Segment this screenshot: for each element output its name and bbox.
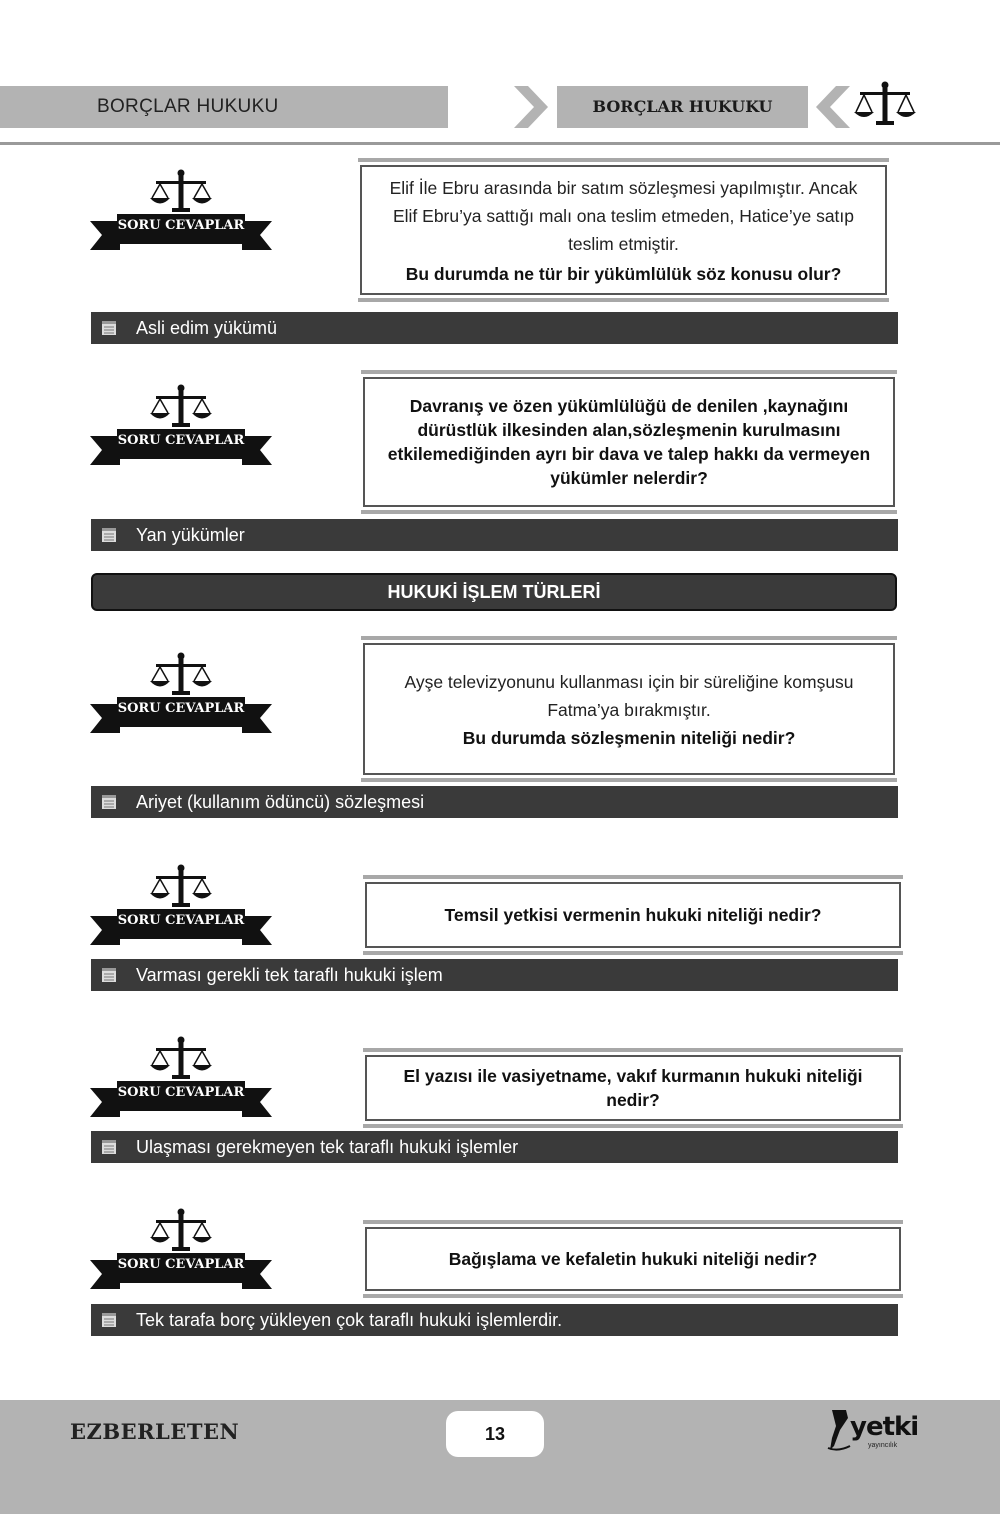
scales-icon [90, 383, 272, 468]
question-bold-line: Davranış ve özen yükümlülüğü de denilen ,kaynağını [409, 396, 849, 416]
question-content [365, 1055, 901, 1121]
answer-text: Tek tarafa borç yükleyen çok taraflı hukuki işlemlerdir. [136, 1310, 563, 1330]
soru-cevaplar-logo [90, 383, 272, 473]
answer-text: Yan yükümler [136, 525, 245, 545]
brand-subtitle: yayıncılık [868, 1442, 898, 1449]
question-bold-line: El yazısı ile vasiyetname, vakıf kurmanın hukuki niteliği [403, 1066, 863, 1086]
answer-bar [91, 519, 898, 551]
header-left-title: BORÇLAR HUKUKU [97, 96, 279, 117]
header-chevron-right-icon [514, 86, 548, 128]
logo-label: SORU CEVAPLAR [117, 701, 245, 716]
logo-label: SORU CEVAPLAR [117, 1257, 245, 1272]
question-line: Elif Ebru’ya sattığı malı ona teslim etmeden, Hatice’ye satıp [392, 206, 855, 226]
section-title: HUKUKİ İŞLEM TÜRLERİ [91, 573, 897, 611]
question-line: Ayşe televizyonunu kullanması için bir süreliğine komşusu [404, 672, 854, 692]
question-bold-line: yükümler nelerdir? [550, 468, 708, 488]
logo-label: SORU CEVAPLAR [117, 1085, 245, 1100]
header-center-title: BORÇLAR HUKUKU [592, 97, 773, 116]
logo-label: SORU CEVAPLAR [117, 913, 245, 928]
notepad-icon [101, 794, 117, 810]
notepad-icon [101, 1312, 117, 1328]
scales-icon [90, 1035, 272, 1120]
soru-cevaplar-logo [90, 168, 272, 258]
soru-cevaplar-logo [90, 651, 272, 741]
footer-title: EZBERLETEN [70, 1419, 240, 1444]
question-content [365, 1227, 901, 1291]
question-bold-line: nedir? [606, 1090, 660, 1110]
scales-icon [90, 863, 272, 948]
question-content [363, 643, 895, 775]
question-box [361, 636, 897, 782]
pen-icon [826, 1408, 852, 1452]
question-bold-line: Bağışlama ve kefaletin hukuki niteliği nedir? [448, 1249, 818, 1269]
answer-bar [91, 1304, 898, 1336]
scales-icon [852, 80, 918, 128]
notepad-icon [101, 320, 117, 336]
header-divider [0, 142, 1000, 145]
question-box [363, 1048, 903, 1128]
brand-name: yetki [850, 1412, 919, 1442]
question-box [363, 1220, 903, 1298]
question-box [363, 875, 903, 955]
question-box [358, 158, 889, 302]
question-box [361, 370, 897, 514]
answer-bar [91, 786, 898, 818]
soru-cevaplar-logo [90, 863, 272, 953]
question-content [360, 165, 887, 295]
notepad-icon [101, 967, 117, 983]
answer-bar [91, 312, 898, 344]
question-line: Elif İle Ebru arasında bir satım sözleşmesi yapılmıştır. Ancak [389, 178, 858, 198]
question-bold-line: etkilemediğinden ayrı bir dava ve talep hakkı da vermeyen [387, 444, 871, 464]
question-bold-line: Bu durumda ne tür bir yükümlülük söz konusu olur? [405, 264, 842, 284]
answer-text: Asli edim yükümü [136, 318, 278, 338]
answer-text: Ariyet (kullanım ödüncü) sözleşmesi [136, 792, 425, 812]
answer-text: Ulaşması gerekmeyen tek taraflı hukuki işlemler [136, 1137, 519, 1157]
answer-bar [91, 959, 898, 991]
question-line: teslim etmiştir. [568, 234, 679, 254]
answer-text: Varması gerekli tek taraflı hukuki işlem [136, 965, 443, 985]
soru-cevaplar-logo [90, 1035, 272, 1125]
header-chevron-left-icon [816, 86, 850, 128]
notepad-icon [101, 1139, 117, 1155]
question-bold-line: Bu durumda sözleşmenin niteliği nedir? [462, 728, 796, 748]
logo-label: SORU CEVAPLAR [117, 218, 245, 233]
notepad-icon [101, 527, 117, 543]
soru-cevaplar-logo [90, 1207, 272, 1297]
question-bold-line: Temsil yetkisi vermenin hukuki niteliği nedir? [444, 905, 822, 925]
scales-icon [90, 1207, 272, 1292]
yetki-logo [824, 1404, 919, 1454]
answer-bar [91, 1131, 898, 1163]
page-number: 13 [446, 1411, 544, 1457]
logo-label: SORU CEVAPLAR [117, 433, 245, 448]
scales-icon [90, 168, 272, 253]
question-line: Fatma’ya bırakmıştır. [547, 700, 711, 720]
question-bold-line: dürüstlük ilkesinden alan,sözleşmenin kurulmasını [417, 420, 841, 440]
question-content [365, 882, 901, 948]
question-content [363, 377, 895, 507]
scales-icon [90, 651, 272, 736]
